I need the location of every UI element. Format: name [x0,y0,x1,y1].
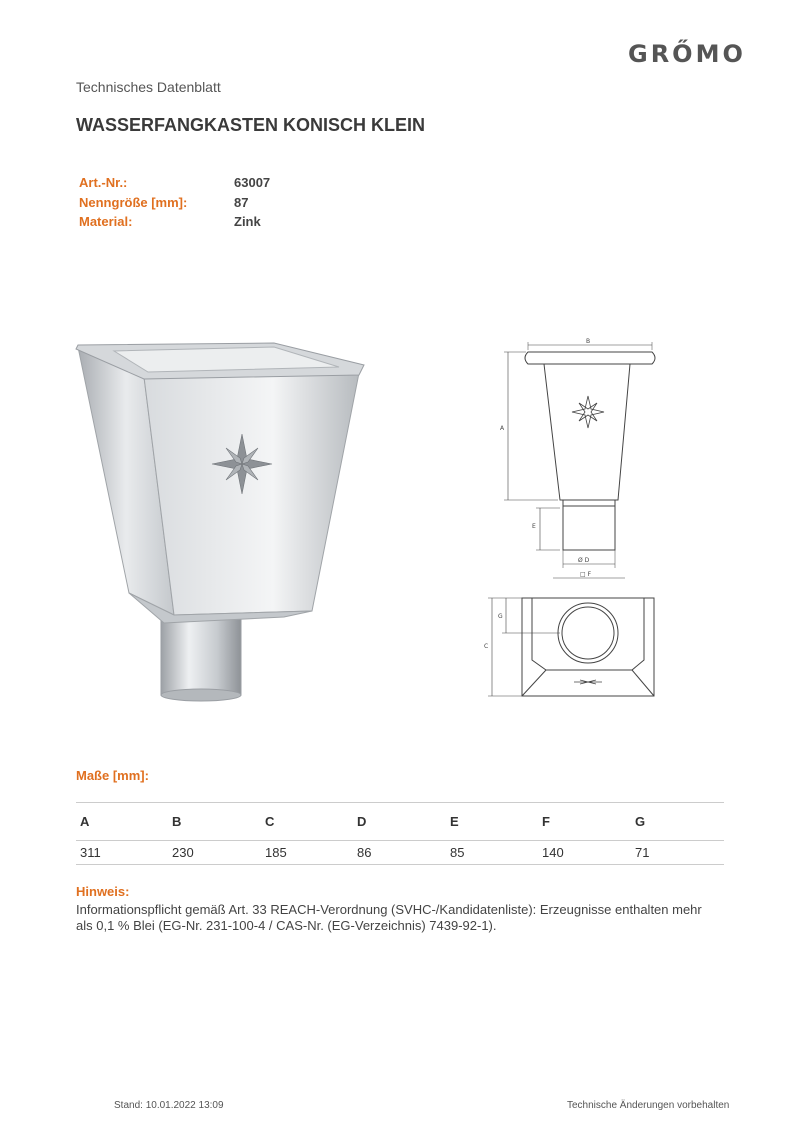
technical-drawing [470,330,670,700]
document-type: Technisches Datenblatt [76,79,221,95]
note-heading: Hinweis: [76,884,130,899]
dim-label-b: B [586,338,591,345]
brand-logo: GRŐMO [628,40,746,68]
spec-value: 87 [234,195,249,210]
dimensions-table [76,802,724,865]
column-header-b: B [172,814,182,829]
column-header-e: E [450,814,459,829]
spec-value: Zink [234,214,261,229]
table-cell-f: 140 [542,845,564,860]
footer-date: Stand: 10.01.2022 13:09 [114,1100,224,1111]
product-photo [74,335,374,705]
product-title: WASSERFANGKASTEN KONISCH KLEIN [76,115,426,135]
column-header-c: C [265,814,275,829]
column-header-g: G [635,814,646,829]
footer-disclaimer: Technische Änderungen vorbehalten [567,1100,730,1111]
table-header-row [76,802,724,841]
table-row [76,841,724,865]
table-cell-b: 230 [172,845,194,860]
spec-label: Nenngröße [mm]: [79,195,188,210]
spec-label: Material: [79,214,133,229]
note-text: Informationspflicht gemäß Art. 33 REACH-Verordnung (SVHC-/Kandidatenliste): Erzeugnisse enthalten mehr als 0,1 % Blei (EG-Nr. 231-100-4 / CAS-Nr. (EG-Verzeichnis) 7439-92-1). [76,902,702,933]
dim-label-c: C [484,643,489,650]
column-header-d: D [357,814,367,829]
table-cell-a: 311 [80,845,101,860]
dim-label-e: E [532,523,536,530]
table-cell-e: 85 [450,845,465,860]
table-cell-c: 185 [265,845,287,860]
table-cell-g: 71 [635,845,650,860]
dim-label-a: A [500,425,505,432]
dim-label-g: G [498,613,503,620]
spec-value: 63007 [234,175,271,190]
dim-label-f: □ F [580,571,592,578]
spec-label: Art.-Nr.: [79,175,128,190]
column-header-a: A [80,814,90,829]
column-header-f: F [542,814,550,829]
dim-label-d: Ø D [578,557,590,564]
dimensions-heading: Maße [mm]: [76,768,149,783]
table-cell-d: 86 [357,845,372,860]
